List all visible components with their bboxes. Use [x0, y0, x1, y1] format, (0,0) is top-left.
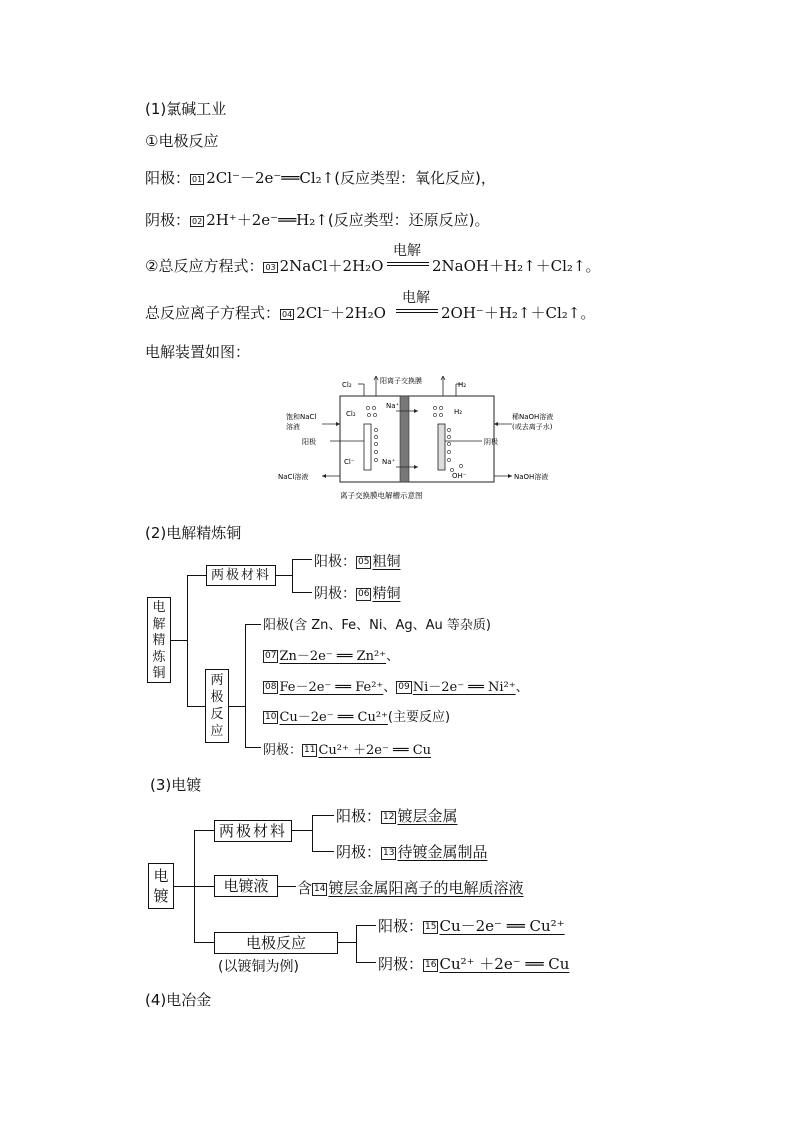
connector — [245, 624, 246, 748]
solution-prefix: 含 — [297, 879, 313, 897]
cathode-label: 阴极： — [263, 743, 303, 758]
connector — [194, 830, 214, 831]
h2-inside-label: H₂ — [454, 408, 463, 416]
right-inlet-label-1: 稀NaOH溶液 — [512, 413, 554, 421]
ionic-equation-line — [145, 302, 386, 323]
section-title-electroplating: (3)电镀 — [150, 776, 202, 794]
connector — [356, 962, 376, 963]
anode-label: 阳极： — [145, 169, 191, 187]
answer-number: 14 — [314, 884, 326, 894]
cathode-label: 阴极： — [314, 586, 356, 602]
connector — [292, 559, 293, 592]
connector — [292, 830, 312, 831]
reaction-equation: Zn－2e⁻ ══ Zn²⁺ — [279, 649, 387, 664]
answer-number: 05 — [358, 557, 370, 567]
cathode-plate — [438, 424, 445, 470]
anode-reaction-line — [145, 167, 496, 188]
na-top-label: Na⁺ — [386, 402, 400, 410]
anode-label: 阳极： — [314, 554, 356, 570]
root-char: 解 — [152, 616, 166, 632]
gas-bubbles — [366, 406, 462, 471]
cathode-equation: 2H⁺＋2e⁻══H₂↑ — [206, 211, 328, 229]
right-outlet-label: NaOH溶液 — [514, 473, 549, 481]
total-label: ②总反应方程式： — [145, 257, 264, 275]
right-inlet-label-2: (或去离子水) — [512, 423, 553, 431]
reaction-equation: Cu²⁺ ＋2e⁻ ══ Cu — [439, 955, 570, 973]
plating-cathode-line — [336, 841, 487, 862]
section-title-copper-refining: (2)电解精炼铜 — [145, 524, 242, 542]
answer-number: 04 — [282, 310, 293, 319]
cathode-reaction-line — [145, 209, 490, 230]
connector — [194, 886, 214, 887]
membrane-bar — [400, 396, 409, 482]
connector — [245, 624, 261, 625]
connector — [312, 815, 334, 816]
plating-reaction-box: 电极反应 — [214, 932, 338, 954]
answer-number: 11 — [304, 745, 316, 755]
cathode-note: (反应类型：还原反应)。 — [327, 211, 490, 229]
plating-reaction-subtitle: (以镀铜为例) — [218, 959, 299, 975]
anode-equation: 2Cl⁻－2e⁻══Cl₂↑ — [206, 169, 335, 187]
answer-number: 01 — [192, 175, 203, 184]
electrolysis-condition: 电解 — [402, 290, 430, 306]
cl2-top-label: Cl₂ — [342, 381, 352, 389]
device-label: 电解装置如图： — [145, 343, 251, 361]
connector — [312, 815, 313, 851]
root-box-copper-refining — [147, 597, 171, 683]
root-char: 电 — [152, 600, 166, 615]
ionic-left: 2Cl⁻＋2H₂O — [296, 304, 386, 322]
anode-note: (反应类型：氧化反应)， — [334, 169, 496, 187]
answer-number: 09 — [398, 682, 410, 692]
cathode-value: 待镀金属制品 — [397, 843, 488, 861]
reaction-equation: Ni－2e⁻ ══ Ni²⁺ — [412, 680, 516, 695]
anode-value: 镀层金属 — [397, 807, 458, 825]
section-title-electrometallurgy: (4)电冶金 — [145, 991, 212, 1009]
box-char: 极 — [210, 690, 224, 705]
answer-number: 07 — [265, 651, 277, 661]
connector — [356, 925, 357, 962]
plating-reaction-15 — [378, 915, 565, 936]
box-char: 应 — [210, 724, 224, 739]
plating-anode-line — [336, 805, 457, 826]
box-char: 两 — [210, 673, 224, 688]
reaction-equation: Cu－2e⁻ ══ Cu²⁺ — [439, 917, 565, 935]
answer-number: 03 — [265, 263, 276, 272]
root-char: 精 — [152, 633, 166, 648]
connector — [187, 575, 188, 707]
connector — [276, 575, 292, 576]
total-left: 2NaCl＋2H₂O — [279, 257, 384, 275]
answer-number: 15 — [425, 922, 437, 932]
cathode-label: 阴极： — [378, 955, 424, 973]
root-char: 镀 — [153, 887, 169, 905]
refining-anode-line — [314, 551, 400, 571]
refining-anode-impurities: 阳极(含 Zn、Fe、Ni、Ag、Au 等杂质) — [263, 618, 491, 633]
total-right: 2NaOH＋H₂↑＋Cl₂↑。 — [432, 257, 601, 275]
anode-value: 粗铜 — [372, 554, 401, 570]
separator: 、 — [386, 649, 400, 664]
connector — [292, 559, 312, 560]
answer-number: 13 — [383, 848, 395, 858]
connector — [229, 706, 245, 707]
equals-double-line — [396, 309, 438, 313]
reaction-07 — [263, 645, 399, 664]
answer-number: 02 — [192, 217, 203, 226]
cl-minus-label: Cl⁻ — [344, 458, 355, 466]
h2-top-label: H₂ — [458, 381, 467, 389]
root-char: 电 — [153, 867, 169, 885]
reaction-10 — [263, 706, 450, 725]
ionic-label: 总反应离子方程式： — [145, 304, 281, 322]
connector — [312, 851, 334, 852]
oh-minus-label: OH⁻ — [452, 472, 467, 480]
reaction-equation: Cu－2e⁻ ══ Cu²⁺ — [279, 710, 388, 725]
root-char: 铜 — [152, 666, 166, 681]
anode-label: 阳极： — [378, 917, 424, 935]
cathode-label: 阴极： — [336, 843, 382, 861]
cathode-label: 阴极 — [484, 438, 498, 446]
cathode-value: 精铜 — [372, 586, 401, 602]
root-char: 炼 — [152, 649, 166, 665]
reactions-box — [205, 669, 229, 743]
left-inlet-label-2: 溶液 — [286, 423, 300, 431]
section-title-chlor-alkali: (1)氯碱工业 — [145, 100, 227, 118]
left-outlet-label: NaCl溶液 — [278, 473, 309, 481]
refining-cathode-line — [314, 583, 400, 603]
equals-double-line — [387, 262, 429, 266]
answer-number: 10 — [265, 712, 277, 722]
root-box-electroplating — [148, 863, 174, 909]
answer-number: 16 — [425, 960, 437, 970]
subheading-electrode-reactions: ①电极反应 — [145, 132, 219, 150]
connector — [187, 706, 205, 707]
membrane-label: 阳离子交换膜 — [380, 377, 422, 385]
plating-reaction-16 — [378, 953, 569, 974]
left-inlet-label-1: 饱和NaCl — [286, 413, 317, 421]
reaction-08-09 — [263, 676, 529, 695]
box-char: 反 — [210, 707, 224, 722]
reaction-equation: Fe－2e⁻ ══ Fe²⁺ — [279, 680, 384, 695]
connector — [171, 640, 187, 641]
total-equation-line — [145, 255, 383, 276]
connector — [187, 575, 206, 576]
ionic-right: 2OH⁻＋H₂↑＋Cl₂↑。 — [441, 304, 596, 322]
connector — [356, 925, 376, 926]
reaction-11 — [263, 739, 431, 758]
plating-solution-box: 电镀液 — [214, 875, 278, 897]
connector — [278, 886, 296, 887]
cell-tank — [340, 396, 494, 482]
answer-number: 08 — [265, 682, 277, 692]
electrolysis-condition: 电解 — [393, 243, 421, 259]
separator: 、 — [515, 680, 529, 695]
connector — [245, 747, 261, 748]
connector — [174, 886, 194, 887]
na-bottom-label: Na⁺ — [382, 458, 396, 466]
cl2-inside-label: Cl₂ — [346, 410, 356, 418]
electrolysis-cell-diagram — [278, 374, 568, 506]
answer-number: 12 — [383, 812, 395, 822]
anode-label: 阳极 — [302, 438, 316, 446]
connector — [338, 942, 356, 943]
reaction-equation: Cu²⁺ ＋2e⁻ ══ Cu — [318, 743, 432, 758]
anode-label: 阳极： — [336, 807, 382, 825]
connector — [194, 942, 214, 943]
answer-number: 06 — [358, 589, 370, 599]
figure-caption: 离子交换膜电解槽示意图 — [340, 491, 423, 500]
solution-value: 镀层金属阳离子的电解质溶液 — [328, 879, 524, 897]
cathode-label: 阴极： — [145, 211, 191, 229]
main-reaction-note: (主要反应) — [387, 710, 451, 725]
separator: 、 — [383, 680, 397, 695]
materials-box: 两极材料 — [206, 565, 276, 586]
plating-solution-line — [297, 877, 523, 898]
plating-materials-box: 两极材料 — [214, 820, 292, 842]
anode-plate — [364, 424, 371, 470]
connector — [292, 592, 312, 593]
